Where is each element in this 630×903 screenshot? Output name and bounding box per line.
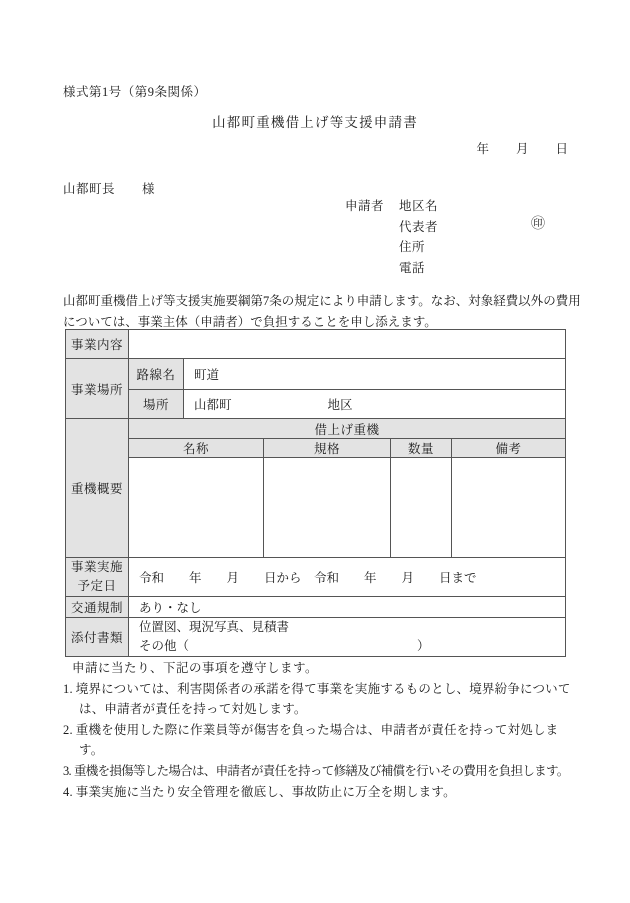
note-text: 境界については、利害関係者の承諾を得て事業を実施するものとし、境界紛争については、申請者が責任を持って対処します。 bbox=[75, 681, 571, 717]
place-value-cell bbox=[184, 390, 566, 419]
machine-col-spec: 規格 bbox=[264, 439, 391, 458]
machine-label-cell: 重機概要 bbox=[66, 419, 129, 558]
applicant-section bbox=[345, 196, 545, 278]
date-month-label: 月 bbox=[515, 142, 529, 156]
addressee-honorific: 様 bbox=[142, 182, 156, 196]
applicant-row-address bbox=[345, 237, 545, 258]
attachments-line2 bbox=[139, 637, 565, 656]
applicant-row-representative bbox=[345, 217, 545, 238]
row-schedule bbox=[66, 558, 566, 597]
note-text: 重機を損傷等した場合は、申請者が責任を持って修繕及び補償を行いその費用を負担します。 bbox=[73, 763, 569, 778]
schedule-value-cell: 令和 年 月 日から 令和 年 月 日まで bbox=[129, 558, 566, 597]
date-day-label: 日 bbox=[555, 142, 568, 156]
note-text: 事業実施に当たり安全管理を徹底し、事故防止に万全を期します。 bbox=[75, 784, 456, 799]
phone-field-label: 電話 bbox=[399, 260, 426, 275]
representative-field-label: 代表者 bbox=[399, 219, 439, 234]
form-number: 様式第1号（第9条関係） bbox=[63, 85, 207, 99]
application-table bbox=[65, 329, 566, 657]
compliance-notes bbox=[63, 658, 576, 802]
machine-col-quantity: 数量 bbox=[391, 439, 452, 458]
machine-col-name: 名称 bbox=[129, 439, 264, 458]
traffic-value-cell: あり・なし bbox=[129, 597, 566, 618]
attachments-label-cell: 添付書類 bbox=[66, 618, 129, 657]
business-content-label-cell: 事業内容 bbox=[66, 330, 129, 359]
date-line bbox=[476, 139, 568, 157]
note-item-4 bbox=[63, 782, 576, 803]
attachments-line1: 位置図、現況写真、見積書 bbox=[139, 620, 290, 634]
note-number: 1. bbox=[63, 681, 73, 696]
place-label-cell: 場所 bbox=[129, 390, 184, 419]
intro-paragraph bbox=[63, 291, 581, 333]
row-machine-columns bbox=[66, 439, 566, 458]
address-field-label: 住所 bbox=[399, 240, 426, 255]
row-attachments bbox=[66, 618, 566, 657]
row-machine-body bbox=[66, 458, 566, 558]
machine-body-quantity-cell bbox=[391, 458, 452, 558]
district-field-label: 地区名 bbox=[399, 199, 439, 213]
intro-paragraph-line2: については、事業主体（申請者）で負担することを申し添えます。 bbox=[63, 315, 437, 329]
schedule-label-cell bbox=[66, 558, 129, 597]
applicant-label: 申請者 bbox=[345, 199, 385, 213]
attachments-value-cell bbox=[129, 618, 566, 657]
addressee-name: 山都町長 bbox=[63, 182, 116, 196]
machine-body-remarks-cell bbox=[452, 458, 566, 558]
schedule-label-line2: 予定日 bbox=[77, 579, 117, 593]
note-item-3 bbox=[63, 761, 576, 782]
page-title: 山都町重機借上げ等支援申請書 bbox=[212, 115, 418, 130]
row-machine-header bbox=[66, 419, 566, 439]
note-number: 3. bbox=[63, 763, 71, 778]
row-place bbox=[66, 390, 566, 419]
seal-icon: ㊞ bbox=[531, 216, 545, 232]
place-value-suffix: 地区 bbox=[327, 398, 353, 412]
place-value-prefix: 山都町 bbox=[194, 398, 232, 412]
traffic-label-cell: 交通規制 bbox=[66, 597, 129, 618]
route-label-cell: 路線名 bbox=[129, 359, 184, 390]
attachments-other-close: ） bbox=[417, 639, 430, 653]
applicant-row-phone bbox=[345, 258, 545, 279]
machine-header-cell: 借上げ重機 bbox=[129, 419, 566, 439]
location-label-cell: 事業場所 bbox=[66, 359, 129, 419]
note-text: 重機を使用した際に作業員等が傷害を負った場合は、申請者が責任を持って対処します。 bbox=[75, 722, 559, 758]
business-content-value-cell bbox=[129, 330, 566, 359]
notes-intro: 申請に当たり、下記の事項を遵守します。 bbox=[72, 661, 319, 675]
row-business-content bbox=[66, 330, 566, 359]
route-value-cell: 町道 bbox=[184, 359, 566, 390]
row-route-name bbox=[66, 359, 566, 390]
row-traffic bbox=[66, 597, 566, 618]
date-year-label: 年 bbox=[476, 142, 489, 156]
machine-body-name-cell bbox=[129, 458, 264, 558]
addressee bbox=[63, 179, 155, 197]
note-item-2 bbox=[63, 720, 576, 761]
applicant-row-district bbox=[345, 196, 545, 217]
intro-paragraph-line1: 山都町重機借上げ等支援実施要綱第7条の規定により申請します。なお、対象経費以外の費用 bbox=[63, 294, 581, 308]
note-item-1 bbox=[63, 679, 576, 720]
machine-body-spec-cell bbox=[264, 458, 391, 558]
note-number: 4. bbox=[63, 784, 73, 799]
machine-col-remarks: 備考 bbox=[452, 439, 566, 458]
schedule-label-line1: 事業実施 bbox=[70, 560, 123, 575]
attachments-other-open: その他（ bbox=[139, 639, 190, 653]
note-number: 2. bbox=[63, 722, 73, 737]
